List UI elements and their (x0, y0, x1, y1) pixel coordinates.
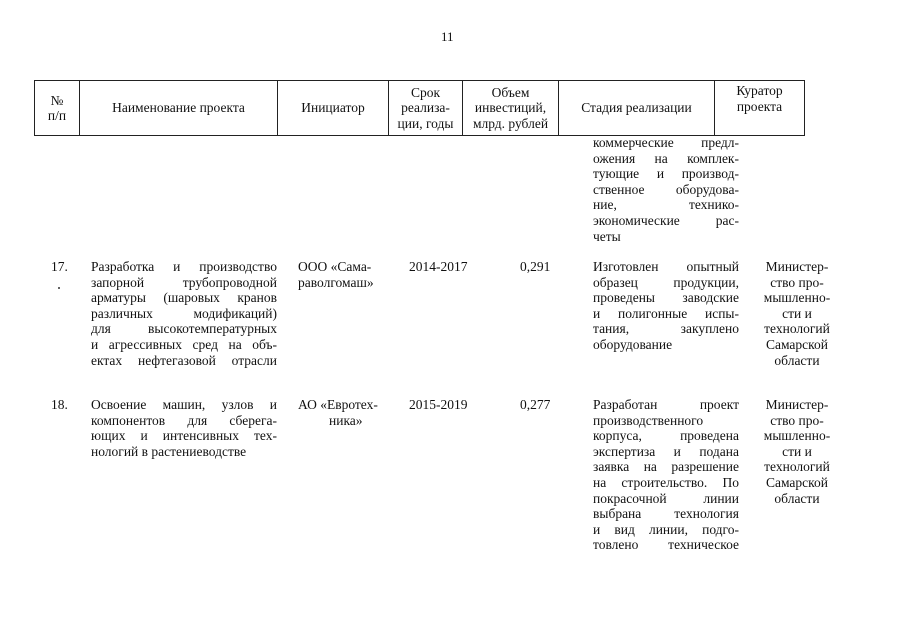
stage-line: образец продукции, (593, 274, 739, 290)
header-text: ции, годы (397, 115, 454, 131)
curator-line: Министер- (765, 397, 829, 412)
name-line: ектах нефтегазовой отрасли (91, 352, 277, 368)
stage-line: оборудование (593, 336, 673, 352)
header-text: п/п (47, 108, 67, 123)
row-18-number: 18. (51, 397, 68, 412)
stage-line: Разработан проект (593, 397, 739, 412)
curator-line: ство про- (770, 412, 824, 428)
row-17-term: 2014-2017 (409, 259, 468, 274)
stage-line: заявка на разрешение (593, 459, 739, 475)
header-col-name (80, 81, 278, 136)
stage-line: экономические рас- (593, 212, 739, 228)
stage-line: тующие и производ- (593, 166, 739, 182)
row-17-number: 17. (51, 259, 68, 274)
header-text: инвестиций, (474, 100, 547, 116)
curator-line: технологий (764, 459, 830, 475)
row-17-name (91, 259, 277, 368)
row-18-term: 2015-2019 (409, 397, 468, 412)
stage-line: ние, технико- (593, 197, 739, 213)
curator-line: Самарской (765, 336, 829, 352)
name-line: арматуры (шаровых кранов (91, 290, 277, 306)
stray-dot (58, 287, 60, 289)
name-line: для высокотемпературных (91, 321, 277, 337)
curator-line: области (774, 490, 820, 506)
header-text: реализа- (401, 100, 450, 116)
stage-line: ожения на комплек- (593, 150, 739, 166)
header-col-number (35, 81, 80, 136)
name-line: различных модификаций) (91, 305, 277, 321)
name-line: запорной трубопроводной (91, 274, 277, 290)
stage-line: выбрана технология (593, 506, 739, 522)
stage-line: корпуса, проведена (593, 428, 739, 444)
curator-line: Самарской (765, 474, 829, 490)
page-number: 11 (441, 29, 454, 44)
name-line: и агрессивных сред на объ- (91, 336, 277, 352)
stage-line: и вид линии, подго- (593, 521, 739, 537)
header-col-term (389, 81, 463, 136)
row-18-curator (752, 397, 842, 506)
stage-line: производственного (593, 412, 704, 428)
header-col-initiator (278, 81, 389, 136)
stage-line: четы (593, 228, 621, 244)
stage-line: экспертиза и подана (593, 443, 739, 459)
curator-line: мышленно- (763, 428, 831, 444)
initiator-line: ООО «Сама- (298, 259, 372, 274)
row-18-initiator (298, 397, 378, 428)
header-col-curator (715, 81, 805, 136)
initiator-line: АО «Евротех- (298, 397, 378, 412)
stage-line: Изготовлен опытный (593, 259, 739, 274)
header-text: проекта (736, 98, 783, 114)
curator-line: технологий (764, 321, 830, 337)
header-text: Объем (491, 84, 530, 100)
row-17-volume: 0,291 (520, 259, 551, 274)
name-line: компонентов для сберега- (91, 412, 277, 428)
stage-line: и полигонные испы- (593, 305, 739, 321)
row-17-curator (752, 259, 842, 368)
name-line: ющих и интенсивных тех- (91, 428, 277, 444)
row-17-initiator (298, 259, 374, 290)
continuation-stage (593, 135, 739, 244)
header-text: Куратор (736, 83, 783, 98)
name-line: Освоение машин, узлов и (91, 397, 277, 412)
header-text: млрд. рублей (472, 115, 549, 131)
initiator-line: раволгомаш» (298, 274, 374, 290)
stage-line: проведены заводские (593, 290, 739, 306)
header-text: Наименование проекта (112, 100, 245, 116)
curator-line: сти и (782, 305, 812, 321)
header-col-stage (559, 81, 715, 136)
row-18-name (91, 397, 277, 459)
stage-line: ственное оборудова- (593, 181, 739, 197)
name-line: Разработка и производство (91, 259, 277, 274)
header-text: Срок (410, 84, 441, 100)
stage-line: коммерческие предл- (593, 135, 739, 150)
stage-line: покрасочной линии (593, 490, 739, 506)
row-18-volume: 0,277 (520, 397, 551, 412)
stage-line: на строительство. По (593, 474, 739, 490)
curator-line: ство про- (770, 274, 824, 290)
table-header (34, 80, 805, 136)
curator-line: мышленно- (763, 290, 831, 306)
header-text: Стадия реализации (581, 100, 692, 116)
curator-line: Министер- (765, 259, 829, 274)
stage-line: товлено техническое (593, 537, 739, 553)
curator-line: сти и (782, 443, 812, 459)
row-18-stage (593, 397, 739, 553)
initiator-line: ника» (329, 412, 363, 428)
row-17-stage (593, 259, 739, 353)
curator-line: области (774, 352, 820, 368)
name-line: нологий в растениеводстве (91, 443, 247, 459)
header-col-volume (463, 81, 559, 136)
header-text: Инициатор (301, 100, 365, 116)
header-text: № (50, 92, 64, 108)
stage-line: тания, закуплено (593, 321, 739, 337)
